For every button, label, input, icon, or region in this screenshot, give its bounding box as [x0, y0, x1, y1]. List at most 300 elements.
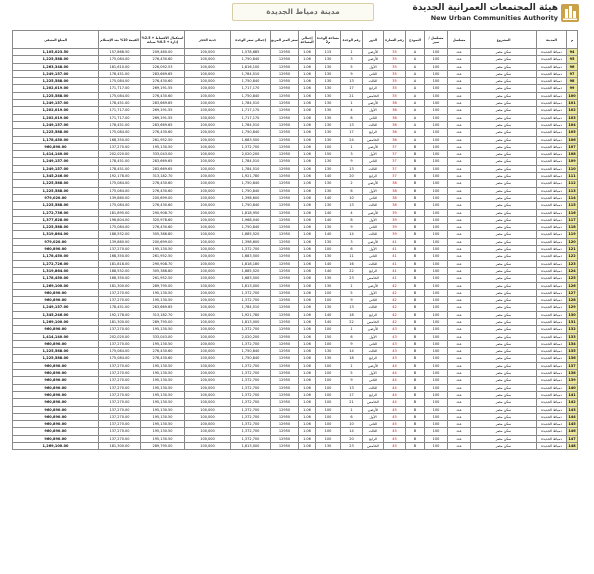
table-cell: 130: [316, 238, 341, 245]
table-cell: 1,225,588.00: [13, 92, 99, 99]
table-cell: سكن مصر: [471, 202, 537, 209]
table-cell: سكن مصر: [471, 114, 537, 121]
table-cell: دمياط الجديدة: [537, 194, 567, 201]
table-cell: 115: [568, 203, 576, 208]
table-cell: دمياط الجديدة: [537, 428, 567, 435]
table-cell: 142: [568, 400, 576, 405]
table-cell: 1,269,100.00: [13, 318, 99, 325]
table-cell: الثالث: [363, 260, 384, 267]
table-cell: 100: [425, 289, 448, 296]
table-cell: الرابع: [363, 311, 384, 318]
table-row: [13, 224, 578, 231]
table-cell: دمياط الجديدة: [537, 92, 567, 99]
table-cell: 131: [568, 319, 576, 324]
table-cell: B: [406, 246, 425, 253]
table-cell: 1,249,157.00: [13, 100, 99, 107]
table-row: [13, 158, 578, 165]
column-header: سعر المتر المربع: [271, 31, 299, 49]
table-cell: سكن مصر: [471, 370, 537, 377]
column-header: المدينة: [537, 31, 567, 49]
table-cell: B: [406, 267, 425, 274]
table-cell: 137,270.00: [99, 384, 141, 391]
table-cell: دمياط الجديدة: [537, 348, 567, 355]
table-cell: A: [406, 56, 425, 63]
table-cell: دمياط الجديدة: [537, 173, 567, 180]
table-cell: 18: [341, 355, 363, 362]
table-cell: 1,372,700: [231, 406, 271, 413]
table-cell: 960,890.00: [13, 362, 99, 369]
column-header: المبلغ المتبقي: [13, 31, 99, 49]
table-cell: 100,000: [185, 180, 231, 187]
table-cell: 100: [316, 297, 341, 304]
column-header: النموذج: [406, 31, 425, 49]
table-cell: 130: [316, 224, 341, 231]
table-cell: 2,020,200: [231, 333, 271, 340]
table-cell: 130: [316, 70, 341, 77]
table-cell: 137,270.00: [99, 421, 141, 428]
table-cell: 12950: [271, 348, 299, 355]
table-cell: دمياط الجديدة: [537, 224, 567, 231]
table-cell: 1,717,170: [231, 107, 271, 114]
table-cell: 42: [384, 289, 406, 296]
table-cell: B: [406, 297, 425, 304]
table-cell: دمياط الجديدة: [537, 107, 567, 114]
table-cell: 140: [316, 173, 341, 180]
table-cell: 20: [341, 435, 363, 442]
table-cell: 41: [384, 246, 406, 253]
table-cell: 100,000: [185, 202, 231, 209]
table-cell: 261,952.50: [141, 253, 185, 260]
table-cell: B: [406, 231, 425, 238]
table-cell: 960,890.00: [13, 289, 99, 296]
table-cell: 1,921,780: [231, 173, 271, 180]
table-cell: 12950: [271, 311, 299, 318]
table-cell: 12950: [271, 399, 299, 406]
table-cell: 100,000: [185, 253, 231, 260]
table-row: [13, 355, 578, 362]
table-cell: B: [406, 355, 425, 362]
table-cell: 960,890.00: [13, 377, 99, 384]
table-cell: 112: [568, 181, 576, 186]
table-cell: 1,398,600: [231, 194, 271, 201]
table-cell: الثاني: [363, 421, 384, 428]
table-row: [13, 129, 578, 136]
table-cell: 1,269,100.00: [13, 282, 99, 289]
table-cell: 276,430.60: [141, 92, 185, 99]
table-cell: 960,890.00: [13, 391, 99, 398]
table-cell: الأرضي: [363, 100, 384, 107]
table-cell: 276,430.60: [141, 202, 185, 209]
table-cell: 14: [341, 231, 363, 238]
table-cell: 116: [568, 210, 576, 215]
table-cell: 100: [425, 246, 448, 253]
table-cell: عدد: [448, 435, 471, 442]
table-cell: عدد: [448, 70, 471, 77]
table-cell: سكن مصر: [471, 107, 537, 114]
table-cell: 43: [384, 340, 406, 347]
table-cell: 130: [316, 85, 341, 92]
table-cell: دمياط الجديدة: [537, 151, 567, 158]
table-cell: 137,270.00: [99, 370, 141, 377]
table-cell: 226,092.53: [141, 63, 185, 70]
table-cell: 148: [568, 444, 576, 449]
table-cell: سكن مصر: [471, 253, 537, 260]
table-cell: 100,000: [185, 406, 231, 413]
table-cell: 1,225,588.00: [13, 78, 99, 85]
table-cell: 12950: [271, 428, 299, 435]
table-cell: 140: [568, 385, 576, 390]
table-cell: 100,000: [185, 238, 231, 245]
table-cell: 134: [568, 341, 576, 346]
table-cell: B: [406, 282, 425, 289]
table-cell: 1,272,736.00: [13, 209, 99, 216]
table-cell: B: [406, 194, 425, 201]
table-cell: 100,000: [185, 173, 231, 180]
table-cell: عدد: [448, 406, 471, 413]
table-cell: 140: [316, 260, 341, 267]
table-row: [13, 202, 578, 209]
column-header: استكمال الأقساط + 2.5% إدارة + 0.5% صيانة: [141, 31, 185, 49]
table-cell: سكن مصر: [471, 275, 537, 282]
table-cell: 37: [384, 158, 406, 165]
table-cell: 1,249,157.00: [13, 165, 99, 172]
column-header: القيمة 10% بعد الإستلام: [99, 31, 141, 49]
column-header: إجمالي المساحة: [299, 31, 316, 49]
table-cell: الثالث: [363, 165, 384, 172]
table-cell: 100: [316, 428, 341, 435]
table-cell: 100: [425, 267, 448, 274]
table-cell: سكن مصر: [471, 70, 537, 77]
table-cell: 313,182.70: [141, 173, 185, 180]
table-cell: سكن مصر: [471, 384, 537, 391]
table-cell: B: [406, 158, 425, 165]
table-cell: 1: [341, 49, 363, 56]
table-cell: 12950: [271, 289, 299, 296]
table-cell: 195,130.50: [141, 435, 185, 442]
table-cell: 12950: [271, 246, 299, 253]
table-cell: 20: [341, 173, 363, 180]
table-cell: 105: [568, 130, 576, 135]
table-cell: 146: [568, 429, 576, 434]
table-cell: 102: [568, 108, 576, 113]
table-cell: A: [406, 107, 425, 114]
table-cell: عدد: [448, 114, 471, 121]
table-cell: 181,300.00: [99, 318, 141, 325]
table-cell: سكن مصر: [471, 443, 537, 450]
table-cell: 181,818.00: [99, 260, 141, 267]
table-row: [13, 326, 578, 333]
table-cell: سكن مصر: [471, 391, 537, 398]
table-cell: 192,178.00: [99, 311, 141, 318]
table-cell: الأرضي: [363, 209, 384, 216]
table-cell: 188,552.00: [99, 231, 141, 238]
table-cell: عدد: [448, 187, 471, 194]
column-header: م: [567, 31, 578, 49]
table-cell: 100: [316, 362, 341, 369]
table-cell: الثالث: [363, 304, 384, 311]
table-cell: الأول: [363, 187, 384, 194]
table-cell: 195,130.50: [141, 143, 185, 150]
table-cell: 100: [425, 370, 448, 377]
table-cell: عدد: [448, 282, 471, 289]
table-cell: 1,784,510: [231, 165, 271, 172]
column-header: مسلسل / تميز: [425, 31, 448, 49]
table-cell: 12950: [271, 202, 299, 209]
table-cell: 960,890.00: [13, 384, 99, 391]
table-cell: سكن مصر: [471, 224, 537, 231]
table-cell: 1,319,864.00: [13, 267, 99, 274]
table-cell: 195,130.50: [141, 421, 185, 428]
table-cell: 100: [316, 435, 341, 442]
table-cell: 12950: [271, 129, 299, 136]
table-row: [13, 377, 578, 384]
table-cell: عدد: [448, 92, 471, 99]
table-cell: سكن مصر: [471, 282, 537, 289]
table-cell: 44: [384, 384, 406, 391]
table-cell: 45: [384, 435, 406, 442]
table-row: [13, 391, 578, 398]
table-cell: 99: [567, 85, 578, 92]
table-cell: B: [406, 399, 425, 406]
table-cell: 18: [341, 311, 363, 318]
table-cell: 100: [425, 100, 448, 107]
table-cell: 100,000: [185, 216, 231, 223]
table-cell: 100: [425, 428, 448, 435]
table-cell: 100: [425, 194, 448, 201]
table-cell: B: [406, 333, 425, 340]
table-cell: دمياط الجديدة: [537, 231, 567, 238]
table-cell: 98: [567, 78, 578, 85]
table-cell: 35: [384, 56, 406, 63]
table-cell: دمياط الجديدة: [537, 187, 567, 194]
table-row: [13, 384, 578, 391]
table-cell: 137,270.00: [99, 391, 141, 398]
table-cell: 126: [568, 283, 576, 288]
table-cell: 130: [316, 282, 341, 289]
table-cell: 100,000: [185, 428, 231, 435]
table-cell: 200,699.00: [141, 194, 185, 201]
table-cell: سكن مصر: [471, 326, 537, 333]
table-cell: 100,000: [185, 391, 231, 398]
table-cell: 1,225,588.00: [13, 355, 99, 362]
table-row: [13, 428, 578, 435]
table-cell: 1,372,700: [231, 391, 271, 398]
table-cell: 1,813,000: [231, 282, 271, 289]
table-cell: الثاني: [363, 253, 384, 260]
table-cell: 9: [341, 70, 363, 77]
table-cell: B: [406, 370, 425, 377]
table-cell: الأول: [363, 151, 384, 158]
table-cell: دمياط الجديدة: [537, 165, 567, 172]
table-cell: عدد: [448, 231, 471, 238]
table-cell: 45: [384, 443, 406, 450]
table-cell: سكن مصر: [471, 78, 537, 85]
table-cell: 195,130.50: [141, 297, 185, 304]
table-cell: 1,750,840: [231, 129, 271, 136]
table-cell: B: [406, 362, 425, 369]
table-cell: 1.06: [299, 435, 316, 442]
table-cell: B: [406, 435, 425, 442]
table-row: [13, 136, 578, 143]
table-cell: الخامس: [363, 318, 384, 325]
table-cell: الأول: [363, 246, 384, 253]
table-cell: 130: [316, 275, 341, 282]
table-cell: 37: [384, 151, 406, 158]
table-cell: 12950: [271, 391, 299, 398]
table-cell: دمياط الجديدة: [537, 129, 567, 136]
table-cell: 100: [425, 63, 448, 70]
table-cell: عدد: [448, 318, 471, 325]
table-cell: 269,191.55: [141, 85, 185, 92]
table-cell: عدد: [448, 326, 471, 333]
table-cell: 3: [341, 151, 363, 158]
table-cell: 1.06: [299, 282, 316, 289]
table-cell: عدد: [448, 63, 471, 70]
table-cell: 100: [425, 78, 448, 85]
org-name-english: New Urban Communities Authority: [430, 14, 558, 22]
table-cell: 100,000: [185, 224, 231, 231]
table-cell: عدد: [448, 384, 471, 391]
table-cell: سكن مصر: [471, 267, 537, 274]
column-header: جدية الحجز: [185, 31, 231, 49]
table-cell: 130: [316, 443, 341, 450]
table-row: [13, 143, 578, 150]
table-cell: 100: [425, 224, 448, 231]
table-cell: 22: [341, 267, 363, 274]
table-cell: 1.06: [299, 370, 316, 377]
table-row: [13, 421, 578, 428]
table-cell: 133: [568, 334, 576, 339]
table-cell: الثالث: [363, 348, 384, 355]
table-row: [13, 187, 578, 194]
table-cell: 1,750,840: [231, 355, 271, 362]
table-cell: دمياط الجديدة: [537, 121, 567, 128]
table-cell: 23: [341, 443, 363, 450]
table-cell: دمياط الجديدة: [537, 70, 567, 77]
table-cell: 171,717.00: [99, 114, 141, 121]
table-cell: 1,225,588.00: [13, 224, 99, 231]
table-cell: 100,000: [185, 187, 231, 194]
table-cell: 178,451.00: [99, 121, 141, 128]
table-cell: 100,000: [185, 49, 231, 56]
table-cell: 8: [341, 114, 363, 121]
table-cell: 140: [316, 318, 341, 325]
table-cell: 106: [568, 137, 576, 142]
table-row: [13, 297, 578, 304]
table-cell: 1.06: [299, 173, 316, 180]
table-cell: B: [406, 238, 425, 245]
table-cell: 39: [384, 216, 406, 223]
table-cell: 100,000: [185, 92, 231, 99]
table-cell: 100,000: [185, 289, 231, 296]
table-cell: دمياط الجديدة: [537, 85, 567, 92]
table-cell: 1: [341, 143, 363, 150]
table-cell: 200,699.00: [141, 238, 185, 245]
table-cell: 23: [341, 275, 363, 282]
table-cell: 41: [384, 238, 406, 245]
table-cell: دمياط الجديدة: [537, 158, 567, 165]
table-cell: 100,000: [185, 377, 231, 384]
table-cell: 13: [341, 202, 363, 209]
table-cell: 175,084.00: [99, 355, 141, 362]
table-row: [13, 180, 578, 187]
table-cell: 1,414,140.00: [13, 151, 99, 158]
table-cell: 178,451.00: [99, 70, 141, 77]
table-cell: دمياط الجديدة: [537, 370, 567, 377]
table-cell: 42: [384, 304, 406, 311]
table-cell: 1.06: [299, 216, 316, 223]
table-cell: B: [406, 289, 425, 296]
table-cell: 100: [425, 49, 448, 56]
table-cell: 100: [425, 421, 448, 428]
table-cell: 1,398,600: [231, 238, 271, 245]
table-cell: 175,084.00: [99, 92, 141, 99]
table-cell: 6: [341, 333, 363, 340]
table-cell: 283,669.65: [141, 158, 185, 165]
table-cell: الأول: [363, 333, 384, 340]
table-cell: دمياط الجديدة: [537, 399, 567, 406]
table-cell: 1,717,170: [231, 114, 271, 121]
table-cell: الخامس: [363, 443, 384, 450]
table-cell: 1,319,864.00: [13, 231, 99, 238]
table-cell: 1,272,726.00: [13, 260, 99, 267]
table-cell: دمياط الجديدة: [537, 56, 567, 63]
table-cell: 44: [384, 377, 406, 384]
table-cell: 139: [568, 378, 576, 383]
table-cell: 1,784,510: [231, 304, 271, 311]
table-cell: 100: [425, 391, 448, 398]
table-cell: 13: [341, 384, 363, 391]
table-cell: دمياط الجديدة: [537, 384, 567, 391]
table-cell: سكن مصر: [471, 421, 537, 428]
table-cell: عدد: [448, 246, 471, 253]
table-cell: 130: [316, 158, 341, 165]
table-cell: 1,372,700: [231, 370, 271, 377]
table-cell: 100,000: [185, 443, 231, 450]
table-cell: 1: [341, 282, 363, 289]
table-cell: 137: [568, 363, 576, 368]
table-cell: 1.06: [299, 231, 316, 238]
table-cell: B: [406, 173, 425, 180]
table-cell: دمياط الجديدة: [537, 435, 567, 442]
table-cell: الخامس: [363, 136, 384, 143]
table-cell: 130: [316, 92, 341, 99]
table-cell: 35: [384, 63, 406, 70]
table-cell: 100,000: [185, 165, 231, 172]
table-cell: 1,750,840: [231, 92, 271, 99]
table-cell: 100,000: [185, 85, 231, 92]
table-cell: 979,020.00: [13, 194, 99, 201]
table-cell: 1.06: [299, 100, 316, 107]
table-cell: 130: [316, 100, 341, 107]
table-row: [13, 70, 578, 77]
table-cell: عدد: [448, 297, 471, 304]
table-cell: سكن مصر: [471, 92, 537, 99]
table-cell: 192,178.00: [99, 173, 141, 180]
table-cell: دمياط الجديدة: [537, 326, 567, 333]
table-cell: دمياط الجديدة: [537, 143, 567, 150]
table-cell: 175,084.00: [99, 180, 141, 187]
table-cell: 12950: [271, 238, 299, 245]
table-cell: B: [406, 216, 425, 223]
table-cell: 12950: [271, 173, 299, 180]
table-cell: 9: [341, 297, 363, 304]
table-cell: 36: [384, 129, 406, 136]
table-cell: 94: [567, 49, 578, 56]
table-cell: 13: [341, 78, 363, 85]
table-cell: 100: [425, 151, 448, 158]
table-cell: دمياط الجديدة: [537, 282, 567, 289]
